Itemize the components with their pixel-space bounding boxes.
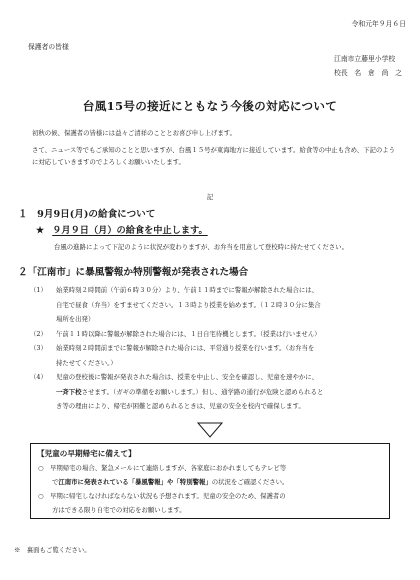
item-text: させます。（ガギの準備をお願いします。）但し、通学路の通行が危険と認められると: [81, 387, 324, 396]
star-icon: ★: [36, 225, 45, 236]
principal-name: 校長 名 倉 尚 之: [334, 69, 402, 77]
list-item: [30, 370, 402, 414]
lunch-cancel-notice: [36, 222, 208, 236]
box-row-1: ○ 早期帰宅の場合、緊急メールにて連絡しますが、各家庭におかれましてもテレビ等 で江南市に発表されている「暴風警報」や「特別警報」の状況をご確認ください。: [38, 464, 289, 486]
down-arrow-icon: [197, 422, 223, 438]
item-text: 始業時刻２時間前（午前６時３０分）より、午前１１時までに警報が解除された場合には、: [56, 286, 319, 294]
simultaneous-dismissal: 一斉下校: [56, 387, 82, 396]
school-name: 江南市立藤里小学校: [334, 55, 396, 63]
list-item: [30, 327, 402, 342]
circle-bullet-icon: ○: [38, 492, 44, 500]
section1-note: 台風の進路によって下記のように状況が変わりますが、お弁当を用意して登校時に持たせてください。: [54, 243, 348, 251]
item-text: き等の理由により、帰宅が困難と認められるときは、児童の安全を校内で確保します。: [56, 402, 305, 410]
intro-body: さて、ニュース等でもご承知のことと思いますが、台風１５号が東海地方に接近しています。給食等の中止も含め、下記のように対応していきますのでよろしくお願いいたします。: [32, 146, 396, 166]
box-row-2: ○ 早期に帰宅しなければならない状況も予想されます。児童の安全のため、保護者の 方はできる限り自宅での対応をお願いします。: [38, 492, 286, 514]
item-text: 児童の登校後に警報が発表された場合は、授業を中止し、安全を確認し、児童を速やかに、: [56, 373, 319, 381]
recipient: 保護者の皆様: [28, 43, 69, 51]
document-date: 令和元年９月６日: [351, 20, 406, 28]
list-item: [30, 341, 402, 370]
item-text: 始業時刻２時間前までに警報が解除された場合には、平常通り授業を行います。（お弁当を: [56, 344, 315, 352]
item-text: 自宅で昼食（弁当）をすませてください。１３時より授業を始めます。（１２時３０分に集合: [56, 300, 321, 309]
item-text: 午前１１時以降に警報が解除された場合には、１日自宅待機とします。（授業は行いません）: [56, 329, 321, 338]
box-title: 【児童の早期帰宅に備えて】: [37, 449, 136, 458]
ki-marker: 記: [206, 193, 214, 201]
early-return-box: [30, 443, 390, 519]
warning-cases-list: [30, 283, 402, 414]
section2-heading: ２「江南市」に暴風警報か特別警報が発表された場合: [18, 267, 249, 278]
list-item: [30, 283, 402, 327]
circle-bullet-icon: ○: [38, 464, 44, 472]
item-number: （2）: [30, 329, 47, 338]
intro-greeting: 初秋の候、保護者の皆様には益々ご清祥のこととお喜び申し上げます。: [32, 129, 236, 137]
footer-note: ※ 裏面もご覧ください。: [14, 546, 91, 554]
item-text: 持たせてください。）: [56, 358, 117, 367]
item-number: （1）: [30, 286, 47, 294]
lunch-cancel-text: ９月９日（月）の給食を中止します。: [52, 225, 208, 236]
item-number: （3）: [30, 344, 47, 352]
warning-highlight: 江南市に発表されている「暴風警報」や「特別警報」: [58, 477, 212, 486]
section1-heading: １ 9月9日(月)の給食について: [18, 209, 156, 220]
sender-block: [334, 52, 402, 80]
item-text: 場所を出発）: [56, 315, 95, 323]
document-title: 台風15号の接近にともなう今後の対応について: [82, 99, 338, 113]
item-number: （4）: [30, 373, 47, 381]
